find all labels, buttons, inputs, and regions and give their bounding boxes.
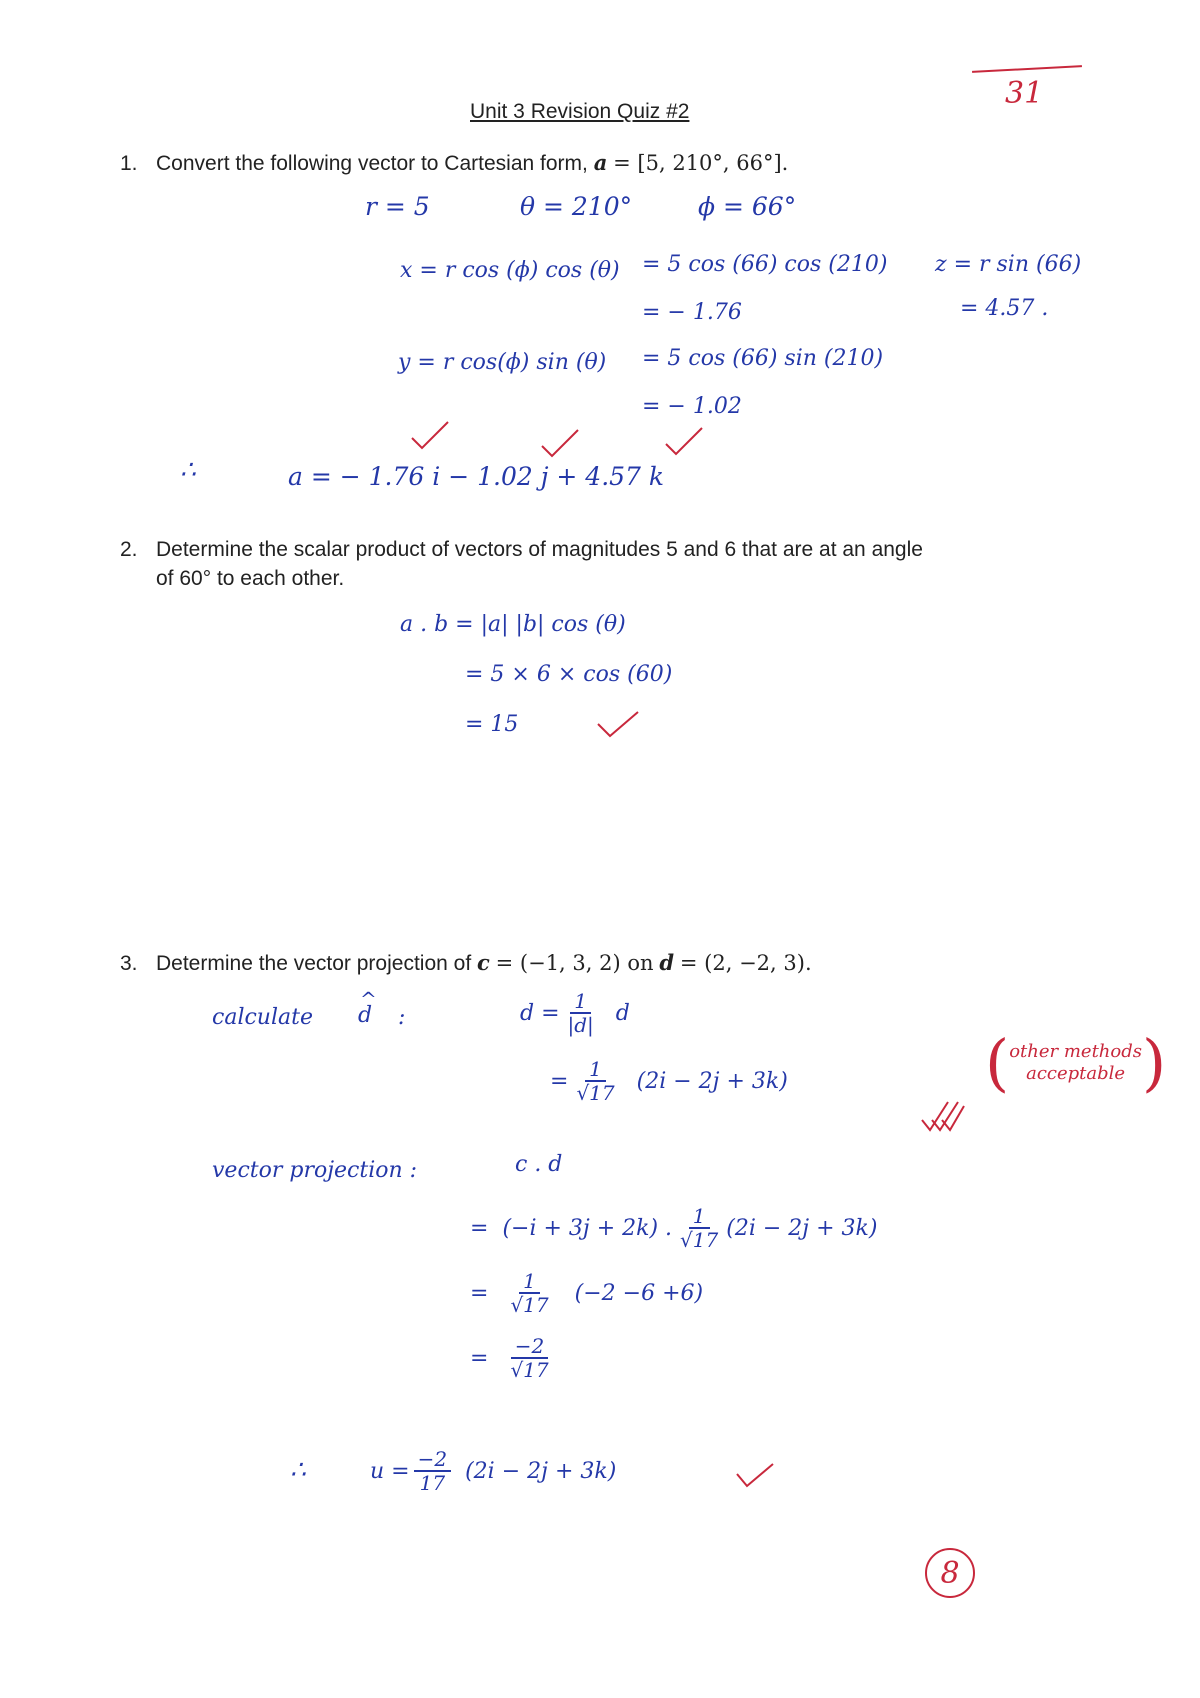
- y-formula: y = r cos(ϕ) sin (θ): [398, 350, 607, 375]
- dot-product-sum: (−2 −6 +6): [574, 1280, 704, 1306]
- d-hat-rhs: d: [615, 1000, 630, 1026]
- projection-step-3: [470, 1335, 557, 1381]
- equals: =: [470, 1215, 489, 1241]
- vector-d-definition: = (2, −2, 3).: [679, 951, 812, 975]
- x-formula: x = r cos (ϕ) cos (θ): [400, 258, 620, 283]
- c-components: (−i + 3j + 2k) .: [502, 1215, 673, 1241]
- q3-answer: [370, 1448, 616, 1494]
- vector-definition: = [5, 210°, 66°].: [613, 151, 789, 175]
- check-icon: [540, 428, 580, 460]
- fraction: [564, 990, 598, 1036]
- z-value: = 4.57 .: [960, 296, 1049, 321]
- equals: =: [550, 1068, 569, 1094]
- question-2: [120, 535, 923, 564]
- question-text: Convert the following vector to Cartesian form,: [156, 152, 588, 175]
- fraction: [506, 1270, 552, 1316]
- question-1: [120, 148, 788, 178]
- denominator: √17: [680, 1228, 719, 1252]
- denominator: 17: [419, 1471, 446, 1495]
- denominator: √17: [510, 1293, 549, 1317]
- margin-note: [985, 1026, 1166, 1099]
- check-icon: [920, 1098, 966, 1134]
- answer-components: (2i − 2j + 3k): [465, 1458, 617, 1484]
- d-components: (2i − 2j + 3k): [726, 1215, 878, 1241]
- numerator: 1: [585, 1058, 606, 1082]
- z-formula: z = r sin (66): [935, 252, 1082, 277]
- question-number: 2.: [120, 538, 138, 561]
- calculate-text: calculate: [212, 1005, 313, 1030]
- d-hat-definition: [520, 990, 630, 1036]
- right-paren: ): [1142, 1026, 1167, 1099]
- note-line-2: acceptable: [1026, 1062, 1126, 1084]
- d-hat-symbol: [358, 1003, 372, 1028]
- vector-c-variable: c: [477, 950, 490, 975]
- question-text: Determine the vector projection of: [156, 952, 472, 975]
- denominator: √17: [510, 1358, 549, 1382]
- equals: =: [470, 1345, 489, 1371]
- y-value: = − 1.02: [642, 394, 742, 419]
- numerator: −2: [414, 1448, 451, 1472]
- note-line-1: other methods: [1009, 1040, 1142, 1062]
- calculate-colon: :: [398, 1005, 406, 1030]
- q1-answer: a = − 1.76 i − 1.02 j + 4.57 k: [288, 462, 665, 491]
- x-substitution: = 5 cos (66) cos (210): [642, 252, 888, 277]
- scalar-product-value: = 15: [465, 712, 519, 737]
- therefore-symbol: ∴: [290, 1455, 306, 1484]
- c-dot-d-hat: [515, 1152, 562, 1177]
- check-icon: [735, 1462, 775, 1488]
- vector-projection-label: [212, 1158, 417, 1183]
- score-underline: [972, 65, 1082, 73]
- d-hat-lhs: d =: [520, 1000, 560, 1026]
- total-score: 31: [1005, 76, 1044, 111]
- vector-d-variable: d: [659, 950, 675, 975]
- projection-step-2: [470, 1270, 703, 1316]
- answer-lhs: u =: [370, 1458, 410, 1484]
- check-icon: [596, 710, 640, 738]
- question-score-circle: 8: [925, 1548, 975, 1598]
- question-text: Determine the scalar product of vectors of magnitudes 5 and 6 that are at an angle: [156, 538, 923, 561]
- therefore-symbol: ∴: [180, 455, 196, 484]
- scalar-product-substitution: = 5 × 6 × cos (60): [465, 662, 673, 687]
- fraction: [676, 1205, 722, 1251]
- denominator: √17: [576, 1081, 615, 1105]
- given-phi: ϕ = 66°: [698, 192, 797, 221]
- numerator: 1: [570, 990, 591, 1014]
- vector-c-definition: = (−1, 3, 2) on: [495, 951, 654, 975]
- fraction: [572, 1058, 618, 1104]
- d-vector-components: (2i − 2j + 3k): [636, 1068, 788, 1094]
- vector-variable: a: [593, 150, 608, 175]
- fraction: [506, 1335, 552, 1381]
- d-hat-value: [550, 1058, 788, 1104]
- projection-step-1: [470, 1205, 877, 1251]
- note-text: [1009, 1041, 1142, 1085]
- given-r: r = 5: [365, 192, 430, 221]
- c-dot-d-text: c . d: [515, 1152, 563, 1177]
- page-title: Unit 3 Revision Quiz #2: [470, 100, 690, 123]
- question-3: [120, 948, 812, 978]
- check-icon: [410, 420, 450, 452]
- denominator: |d|: [567, 1013, 594, 1037]
- question-number: 1.: [120, 152, 138, 175]
- y-substitution: = 5 cos (66) sin (210): [642, 346, 884, 371]
- vector-projection-text: vector projection :: [212, 1158, 418, 1183]
- given-theta: θ = 210°: [520, 192, 633, 221]
- x-value: = − 1.76: [642, 300, 742, 325]
- d-hat-letter: ^ d: [358, 1003, 372, 1028]
- fraction: [414, 1448, 451, 1494]
- equals: =: [470, 1280, 489, 1306]
- numerator: 1: [519, 1270, 540, 1294]
- numerator: −2: [511, 1335, 548, 1359]
- numerator: 1: [689, 1205, 710, 1229]
- calculate-label: [212, 1005, 313, 1030]
- question-number: 3.: [120, 952, 138, 975]
- question-2-line-2: of 60° to each other.: [156, 567, 345, 590]
- check-icon: [664, 426, 704, 458]
- left-paren: (: [985, 1026, 1010, 1099]
- scalar-product-formula: a . b = |a| |b| cos (θ): [400, 612, 626, 637]
